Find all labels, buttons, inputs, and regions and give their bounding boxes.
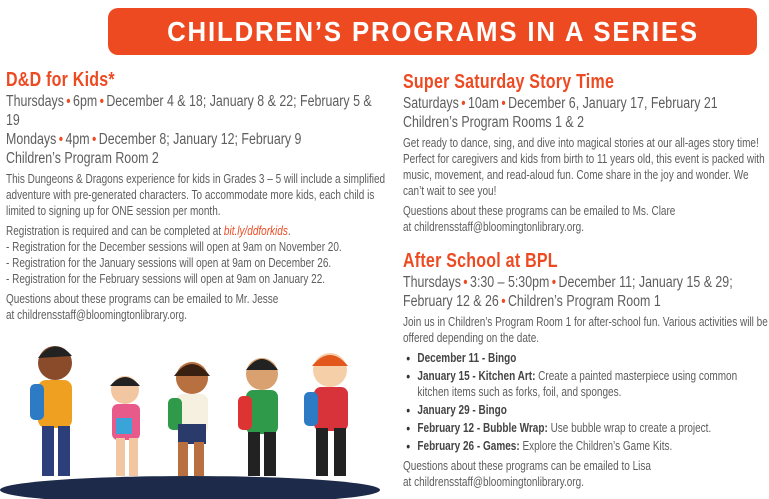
after-school-contact: Questions about these programs can be emailed to Lisa at childrensstaff@bloomingtonlibrary.org. (403, 459, 651, 489)
story-time-room: Children’s Program Rooms 1 & 2 (403, 114, 585, 131)
story-time-title: Super Saturday Story Time (403, 71, 615, 93)
child-figure (110, 376, 140, 476)
dnd-schedule-mondays: Mondays • 4pm • December 8; January 12; February 9 (6, 131, 302, 148)
after-school-title: After School at BPL (403, 250, 558, 272)
dnd-section (6, 68, 386, 323)
dnd-contact: Questions about these programs can be emailed to Mr. Jesse at childrensstaff@bloomingtonlibrary.org. (6, 292, 279, 322)
child-figure (30, 346, 72, 476)
after-school-description: Join us in Children’s Program Room 1 for after-school fun. Various activities will be offered depending on the date. (403, 315, 768, 345)
dnd-schedule-thursdays: Thursdays • 6pm • December 4 & 18; January 8 & 22; February 5 & 19 (6, 93, 372, 129)
registration-link[interactable]: bit.ly/ddforkids (223, 224, 288, 238)
child-figure (304, 353, 348, 476)
list-item: • January 15 - Kitchen Art: Create a painted masterpiece using common kitchen items such as forks, foil, and sponges. (413, 368, 769, 400)
story-time-schedule: Saturdays • 10am • December 6, January 17, February 21 (403, 95, 718, 112)
registration-note: - Registration for the January sessions will open at 9am on December 26. (6, 256, 332, 270)
list-item: • January 29 - Bingo (413, 402, 769, 418)
registration-note: - Registration for the December sessions will open at 9am on November 20. (6, 240, 342, 254)
dnd-room: Children’s Program Room 2 (6, 150, 159, 167)
list-item: • December 11 - Bingo (413, 350, 769, 366)
story-time-contact: Questions about these programs can be emailed to Ms. Clare at childrensstaff@bloomingtonlibrary.org. (403, 204, 676, 234)
page-title: CHILDREN’S PROGRAMS IN A SERIES (166, 15, 699, 47)
child-figure (238, 358, 278, 476)
list-item: • February 12 - Bubble Wrap: Use bubble wrap to create a project. (413, 420, 769, 436)
title-banner (108, 8, 757, 55)
activity-list (403, 350, 769, 454)
dnd-registration: Registration is required and can be completed at bit.ly/ddforkids. - Registration for the December sessions will open at 9am on November 20. - Registration for the January sessions will open at 9am on December 26. - Registration for the February sessions will open at 9am on January 22. (6, 223, 386, 287)
story-time-section (403, 70, 769, 490)
children-illustration (0, 318, 380, 499)
dnd-description: This Dungeons & Dragons experience for kids in Grades 3 – 5 will include a simplified adventure with pre-generated characters. To accommodate more kids, each child is limited to signing up for ONE session per month. (6, 172, 386, 218)
registration-note: - Registration for the February sessions will open at 9am on January 22. (6, 272, 326, 286)
story-time-description: Get ready to dance, sing, and dive into magical stories at our all-ages story time! Perfect for caregivers and kids from birth to 11 years old, this event is packed with music, movement, and read-aloud fun. Come share in the joy and wonder. We can’t wait to see you! (403, 136, 765, 198)
dnd-title: D&D for Kids* (6, 69, 115, 91)
after-school-schedule: Thursdays • 3:30 – 5:30pm • December 11; January 15 & 29; February 12 & 26 • Children’s Program Room 1 (403, 274, 733, 310)
child-figure (168, 362, 210, 476)
list-item: • February 26 - Games: Explore the Children’s Game Kits. (413, 438, 769, 454)
